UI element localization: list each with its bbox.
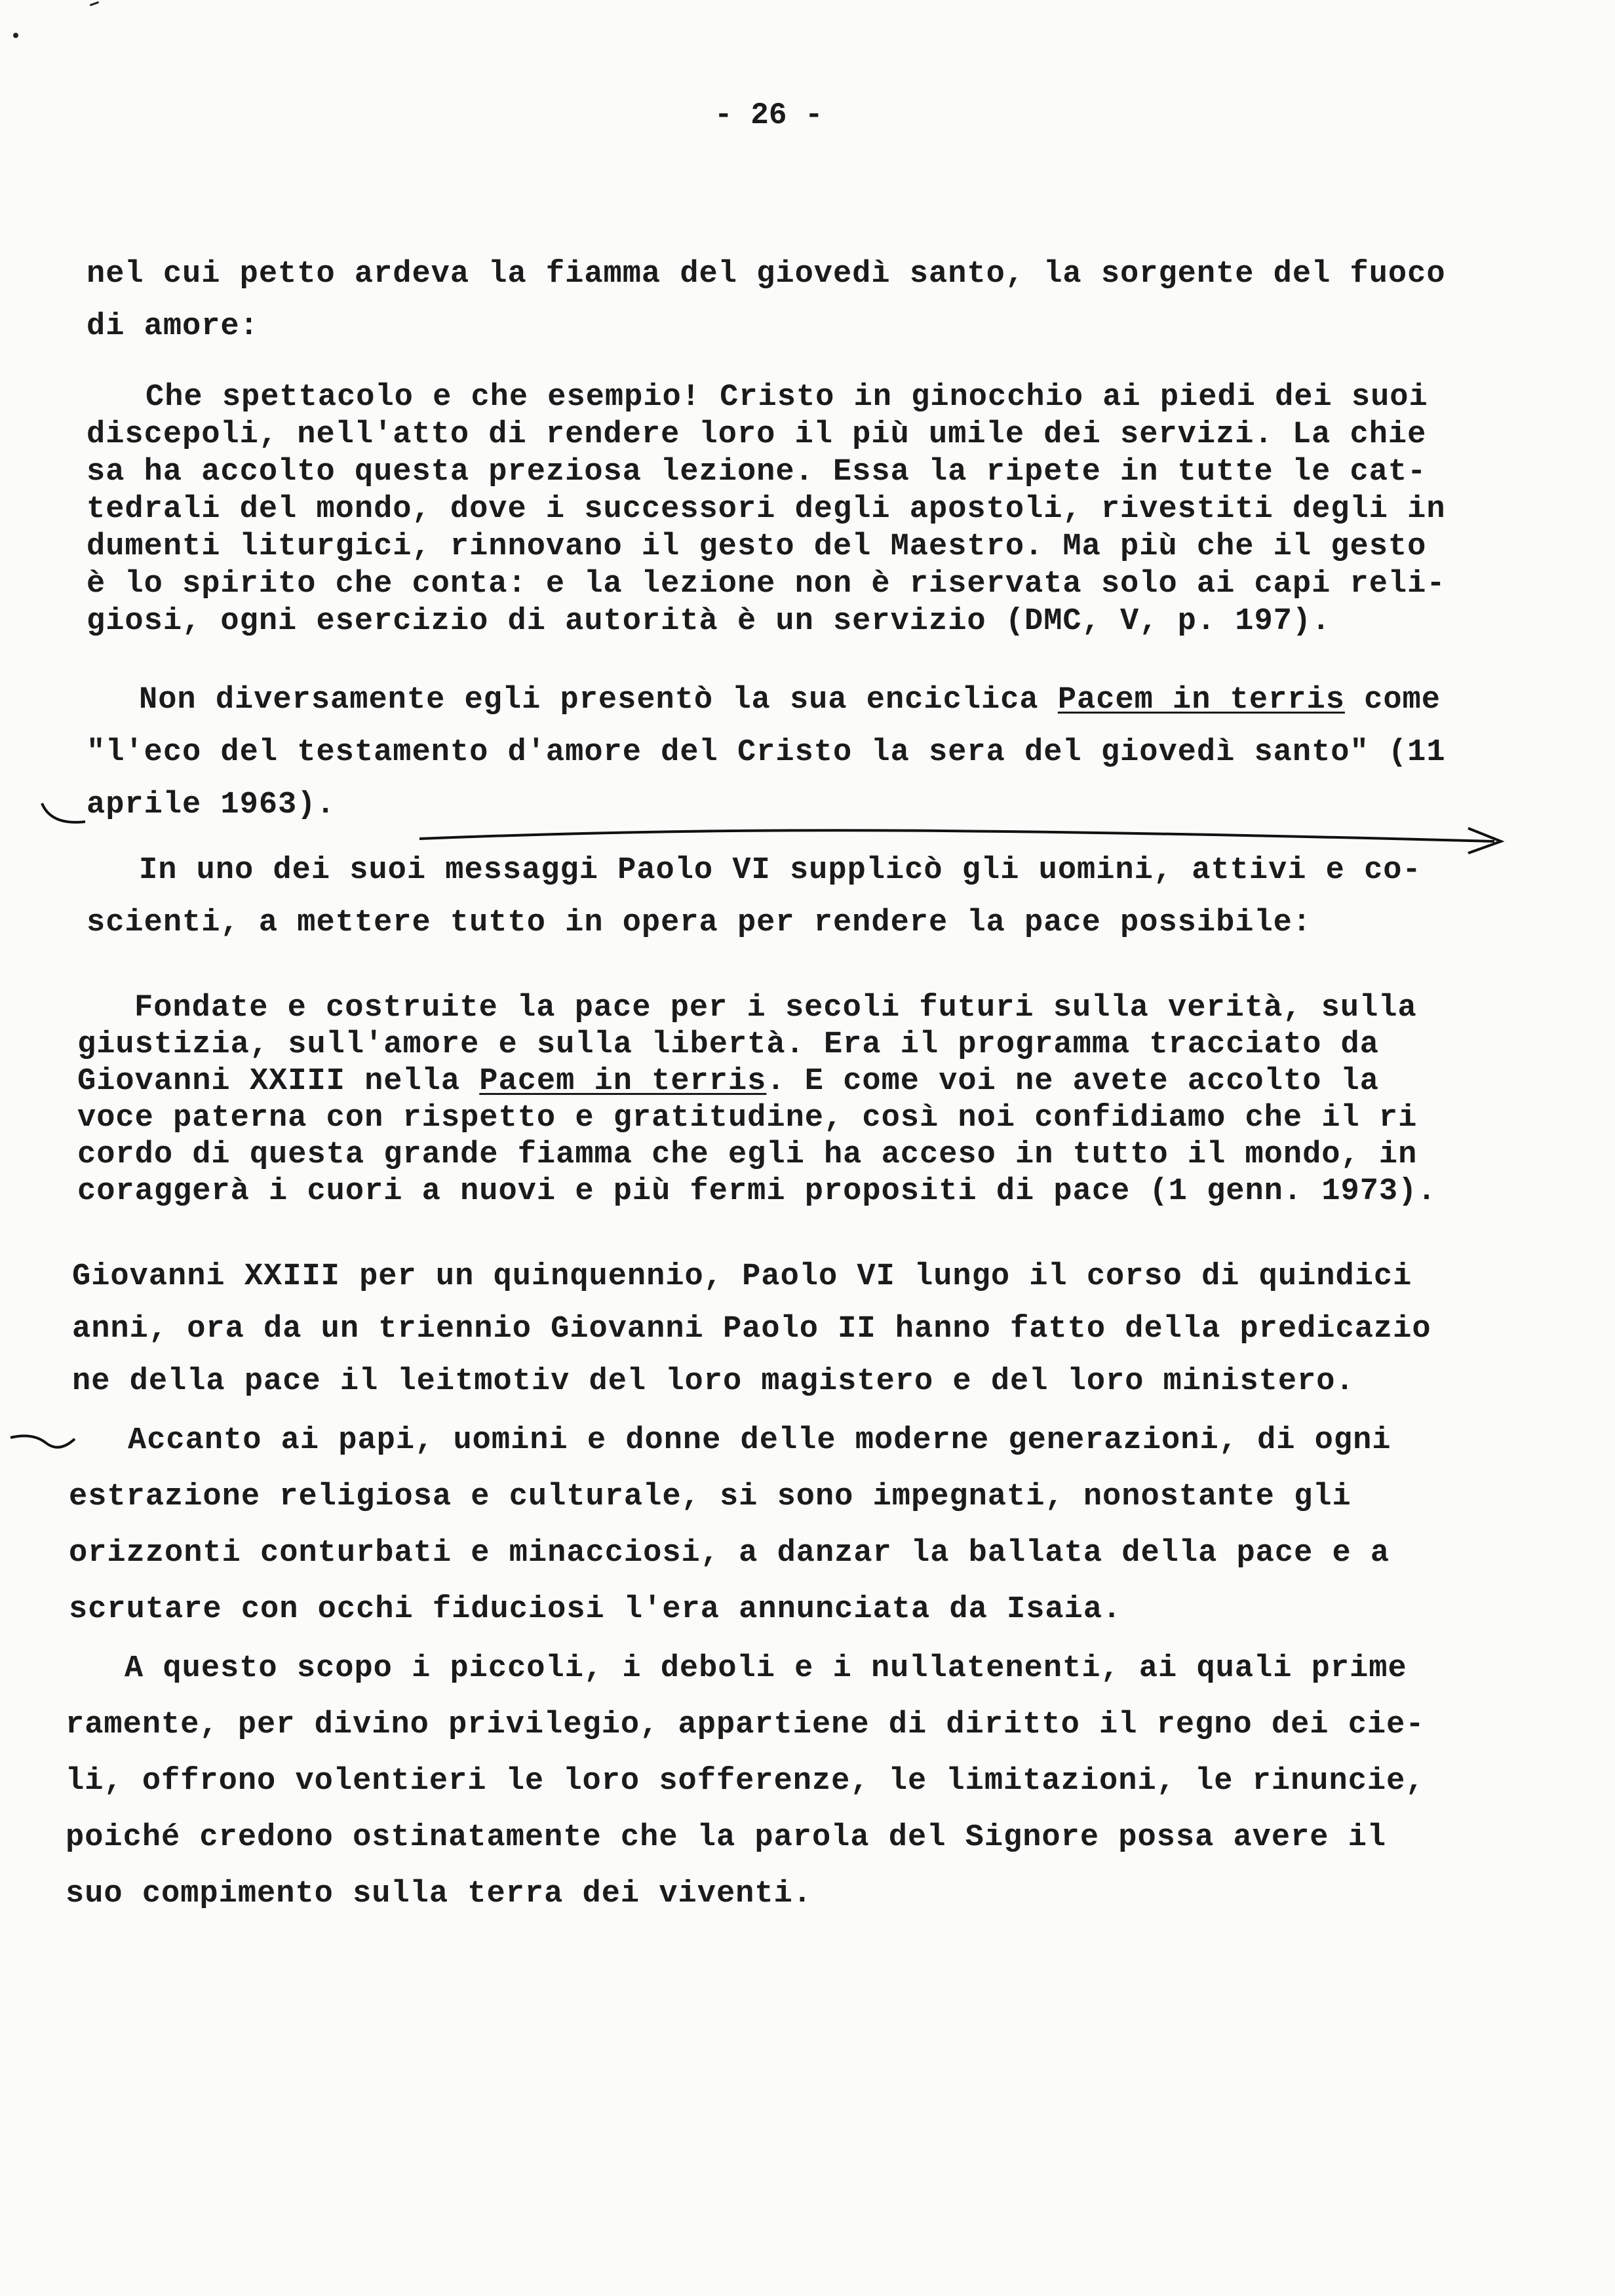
quote2-line-5: cordo di questa grande fiamma che egli ha acceso in tutto il mondo, in <box>77 1138 1418 1172</box>
quote2-line-3-end: . E come voi ne avete accolto la <box>766 1064 1379 1099</box>
quote1-line-7: giosi, ogni esercizio di autorità è un servizio (DMC, V, p. 197). <box>87 604 1331 639</box>
quote1-line-3: sa ha accolto questa preziosa lezione. Essa la ripete in tutte le cat- <box>87 455 1427 489</box>
para3-line-1: In uno dei suoi messaggi Paolo VI supplicò gli uomini, attivi e co- <box>139 853 1422 888</box>
intro-line-2: di amore: <box>87 309 259 344</box>
quote1-line-4: tedrali del mondo, dove i successori degli apostoli, rivestiti degli in <box>87 492 1446 527</box>
intro-line-1: nel cui petto ardeva la fiamma del giovedì santo, la sorgente del fuoco <box>87 257 1446 292</box>
para5-line-4: scrutare con occhi fiduciosi l'era annunciata da Isaia. <box>69 1592 1122 1627</box>
para6-line-3: li, offrono volentieri le loro sofferenze, le limitazioni, le rinuncie, <box>66 1764 1425 1799</box>
speck-dot <box>13 33 18 38</box>
para6-line-2: ramente, per divino privilegio, appartiene di diritto il regno dei cie- <box>66 1708 1425 1742</box>
para4-line-3: ne della pace il leitmotiv del loro magistero e del loro ministero. <box>72 1364 1355 1399</box>
para6-line-1: A questo scopo i piccoli, i deboli e i nullatenenti, ai quali prime <box>125 1651 1407 1686</box>
para3-line-2: scienti, a mettere tutto in opera per rendere la pace possibile: <box>87 906 1312 940</box>
para5-line-1: Accanto ai papi, uomini e donne delle moderne generazioni, di ogni <box>128 1423 1391 1458</box>
para2-line-3: aprile 1963). <box>87 788 336 822</box>
quote2-line-4: voce paterna con rispetto e gratitudine, così noi confidiamo che il ri <box>77 1101 1418 1136</box>
para4-line-1: Giovanni XXIII per un quinquennio, Paolo VI lungo il corso di quindici <box>72 1259 1412 1294</box>
quote2-line-3 <box>77 1064 1379 1099</box>
page-number: - 26 - <box>714 98 823 132</box>
quote1-line-6: è lo spirito che conta: e la lezione non è riservata solo ai capi reli- <box>87 567 1446 602</box>
encyclical-title: Pacem in terris <box>1057 683 1345 718</box>
para2-line-1-end: come <box>1344 683 1441 718</box>
para2-line-1 <box>139 683 1441 718</box>
handwritten-dash-mark <box>7 1428 79 1455</box>
quote2-line-3-start: Giovanni XXIII nella <box>77 1064 480 1099</box>
handwritten-tick-mark <box>39 799 92 832</box>
para2-line-2: "l'eco del testamento d'amore del Cristo la sera del giovedì santo" (11 <box>87 735 1446 770</box>
para4-line-2: anni, ora da un triennio Giovanni Paolo II hanno fatto della predicazio <box>72 1312 1431 1347</box>
corner-mark <box>90 1 100 10</box>
quote1-line-2: discepoli, nell'atto di rendere loro il più umile dei servizi. La chie <box>87 417 1427 452</box>
encyclical-title-quote: Pacem in terris <box>479 1064 767 1099</box>
para2-line-1-start: Non diversamente egli presentò la sua enciclica <box>139 683 1058 718</box>
quote1-line-1: Che spettacolo e che esempio! Cristo in ginocchio ai piedi dei suoi <box>146 380 1428 415</box>
handwritten-arrow <box>419 819 1521 858</box>
quote2-line-2: giustizia, sull'amore e sulla libertà. Era il programma tracciato da <box>77 1027 1379 1062</box>
para5-line-3: orizzonti conturbati e minacciosi, a danzar la ballata della pace e a <box>69 1536 1390 1571</box>
quote2-line-6: coraggerà i cuori a nuovi e più fermi propositi di pace (1 genn. 1973). <box>77 1174 1437 1209</box>
quote1-line-5: dumenti liturgici, rinnovano il gesto del Maestro. Ma più che il gesto <box>87 529 1427 564</box>
para6-line-4: poiché credono ostinatamente che la parola del Signore possa avere il <box>66 1820 1387 1855</box>
quote2-line-1: Fondate e costruite la pace per i secoli futuri sulla verità, sulla <box>134 991 1417 1025</box>
para5-line-2: estrazione religiosa e culturale, si sono impegnati, nonostante gli <box>69 1480 1352 1514</box>
para6-line-5: suo compimento sulla terra dei viventi. <box>66 1877 812 1911</box>
